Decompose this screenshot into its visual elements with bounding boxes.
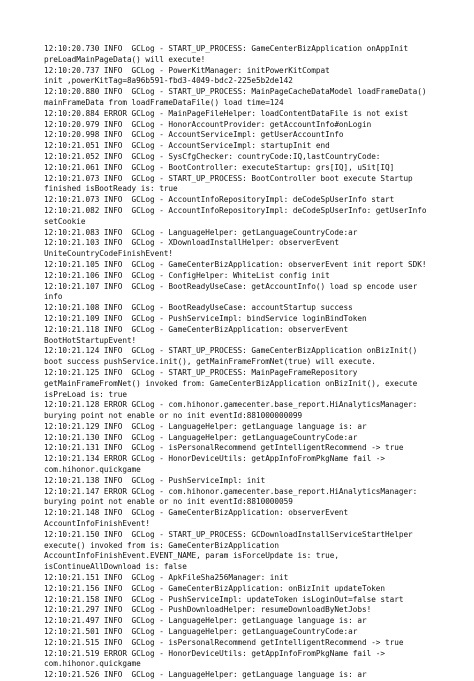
log-line: 12:10:21.051 INFO GCLog - AccountServiceImpl: startupInit end [44,141,330,151]
log-line: 12:10:21.134 ERROR GCLog - HonorDeviceUtils: getAppInfoFromPkgName fail -> [44,454,386,464]
log-line: preLoadMainPageData() will execute! [44,54,206,64]
log-line: isContinueAllDownload is: false [44,562,187,572]
log-line: 12:10:20.737 INFO GCLog - PowerKitManager: initPowerKitCompat [44,65,330,75]
log-line: getMainFrameFromNet() invoked from: GameCenterBizApplication onBizInit(), execute [44,378,418,388]
log-line: 12:10:21.105 INFO GCLog - GameCenterBizApplication: observerEvent init report SDK! [44,259,427,269]
log-line: boot success pushService.init(), getMainFrameFromNet(true) will execute. [44,357,376,367]
log-line: 12:10:21.109 INFO GCLog - PushServiceImpl: bindService loginBindToken [44,313,367,323]
log-line: 12:10:21.124 INFO GCLog - START_UP_PROCESS: GameCenterBizApplication onBizInit() [44,346,418,356]
log-line: 12:10:21.061 INFO GCLog - BootController: executeStartup: grs[IQ], uSit[IQ] [44,162,395,172]
log-line: com.hihonor.quickgame [44,465,141,475]
log-line: AccountInfoFinishEvent.EVENT_NAME, param isForceUpdate is: true, [44,551,339,561]
log-line: burying point not enable or no init eventId:881000000099 [44,411,303,421]
log-line: isPreLoad is: true [44,389,127,399]
log-line: 12:10:21.148 INFO GCLog - GameCenterBizApplication: observerEvent [44,508,349,518]
log-line: 12:10:21.138 INFO GCLog - PushServiceImpl: init [44,475,266,485]
log-line: UniteCountryCodeFinishEvent! [44,249,174,259]
log-line: 12:10:20.979 INFO GCLog - HonorAccountProvider: getAccountInfo#onLogin [44,119,372,129]
log-line: mainFrameData from loadFrameDataFile() load time=124 [44,97,284,107]
log-line: 12:10:21.103 INFO GCLog - XDownloadInstallHelper: observerEvent [44,238,339,248]
log-line: finished isBootReady is: true [44,184,178,194]
log-line: 12:10:20.998 INFO GCLog - AccountServiceImpl: getUserAccountInfo [44,130,344,140]
log-line: BootHotStartupEvent! [44,335,137,345]
log-line: 12:10:21.150 INFO GCLog - START_UP_PROCESS: GCDownloadInstallServiceStartHelper [44,529,413,539]
log-line: init ,powerKitTag=8a96b591-fbd3-4049-bdc2-225e5b2de142 [44,76,293,86]
log-line: 12:10:21.501 INFO GCLog - LanguageHelper: getLanguageCountryCode:ar [44,627,358,637]
log-line: setCookie [44,216,86,226]
log-line: 12:10:21.108 INFO GCLog - BootReadyUseCase: accountStartup success [44,303,353,313]
log-line: 12:10:21.497 INFO GCLog - LanguageHelper: getLanguage language is: ar [44,616,367,626]
log-line: 12:10:21.083 INFO GCLog - LanguageHelper: getLanguageCountryCode:ar [44,227,358,237]
log-line: 12:10:21.519 ERROR GCLog - HonorDeviceUtils: getAppInfoFromPkgName fail -> [44,648,386,658]
log-line: 12:10:21.052 INFO GCLog - SysCfgChecker: countryCode:IQ,lastCountryCode: [44,151,381,161]
log-line: 12:10:21.130 INFO GCLog - LanguageHelper: getLanguageCountryCode:ar [44,432,358,442]
log-line: 12:10:20.730 INFO GCLog - START_UP_PROCESS: GameCenterBizApplication onAppInit [44,44,409,53]
log-line: 12:10:21.073 INFO GCLog - START_UP_PROCESS: BootController boot execute Startup [44,173,413,183]
log-line: 12:10:21.128 ERROR GCLog - com.hihonor.gamecenter.base_report.HiAnalyticsManager: [44,400,418,410]
log-line: 12:10:21.082 INFO GCLog - AccountInfoRepositoryImpl: deCodeSpUserInfo: getUserInfo [44,205,427,215]
log-line: 12:10:21.125 INFO GCLog - START_UP_PROCESS: MainPageFrameRepository [44,367,358,377]
log-line: 12:10:21.131 INFO GCLog - isPersonalRecommend getIntelligentRecommend -> true [44,443,404,453]
log-line: 12:10:21.147 ERROR GCLog - com.hihonor.gamecenter.base_report.HiAnalyticsManager: [44,486,418,496]
log-line: 12:10:21.297 INFO GCLog - PushDownloadHelper: resumeDownloadByNetJobs! [44,605,372,615]
log-line: 12:10:21.107 INFO GCLog - BootReadyUseCase: getAccountInfo() load sp encode user [44,281,418,291]
log-line: execute() invoked from is: GameCenterBizApplication [44,540,280,550]
log-line: 12:10:20.880 INFO GCLog - START_UP_PROCESS: MainPageCacheDataModel loadFrameData() [44,87,427,97]
log-line: 12:10:21.151 INFO GCLog - ApkFileSha256Manager: init [44,573,289,583]
log-line: 12:10:21.118 INFO GCLog - GameCenterBizApplication: observerEvent [44,324,349,334]
log-text-view [44,44,468,680]
log-line: 12:10:21.129 INFO GCLog - LanguageHelper: getLanguage language is: ar [44,421,367,431]
log-line: 12:10:21.158 INFO GCLog - PushServiceImpl: updateToken isLoginOut=false start [44,594,404,604]
log-line: com.hihonor.quickgame [44,659,141,669]
log-line: 12:10:21.106 INFO GCLog - ConfigHelper: WhiteList config init [44,270,330,280]
log-line: 12:10:21.073 INFO GCLog - AccountInfoRepositoryImpl: deCodeSpUserInfo start [44,195,395,205]
log-line: 12:10:20.884 ERROR GCLog - MainPageFileHelper: loadContentDataFile is not exist [44,108,409,118]
log-line: 12:10:21.526 INFO GCLog - LanguageHelper: getLanguage language is: ar [44,670,367,680]
log-line: burying point not enable or no init eventId:8810000059 [44,497,293,507]
log-line: 12:10:21.156 INFO GCLog - GameCenterBizApplication: onBizInit updateToken [44,583,386,593]
log-line: info [44,292,63,302]
log-line: 12:10:21.515 INFO GCLog - isPersonalRecommend getIntelligentRecommend -> true [44,637,404,647]
log-line: AccountInfoFinishEvent! [44,519,150,529]
